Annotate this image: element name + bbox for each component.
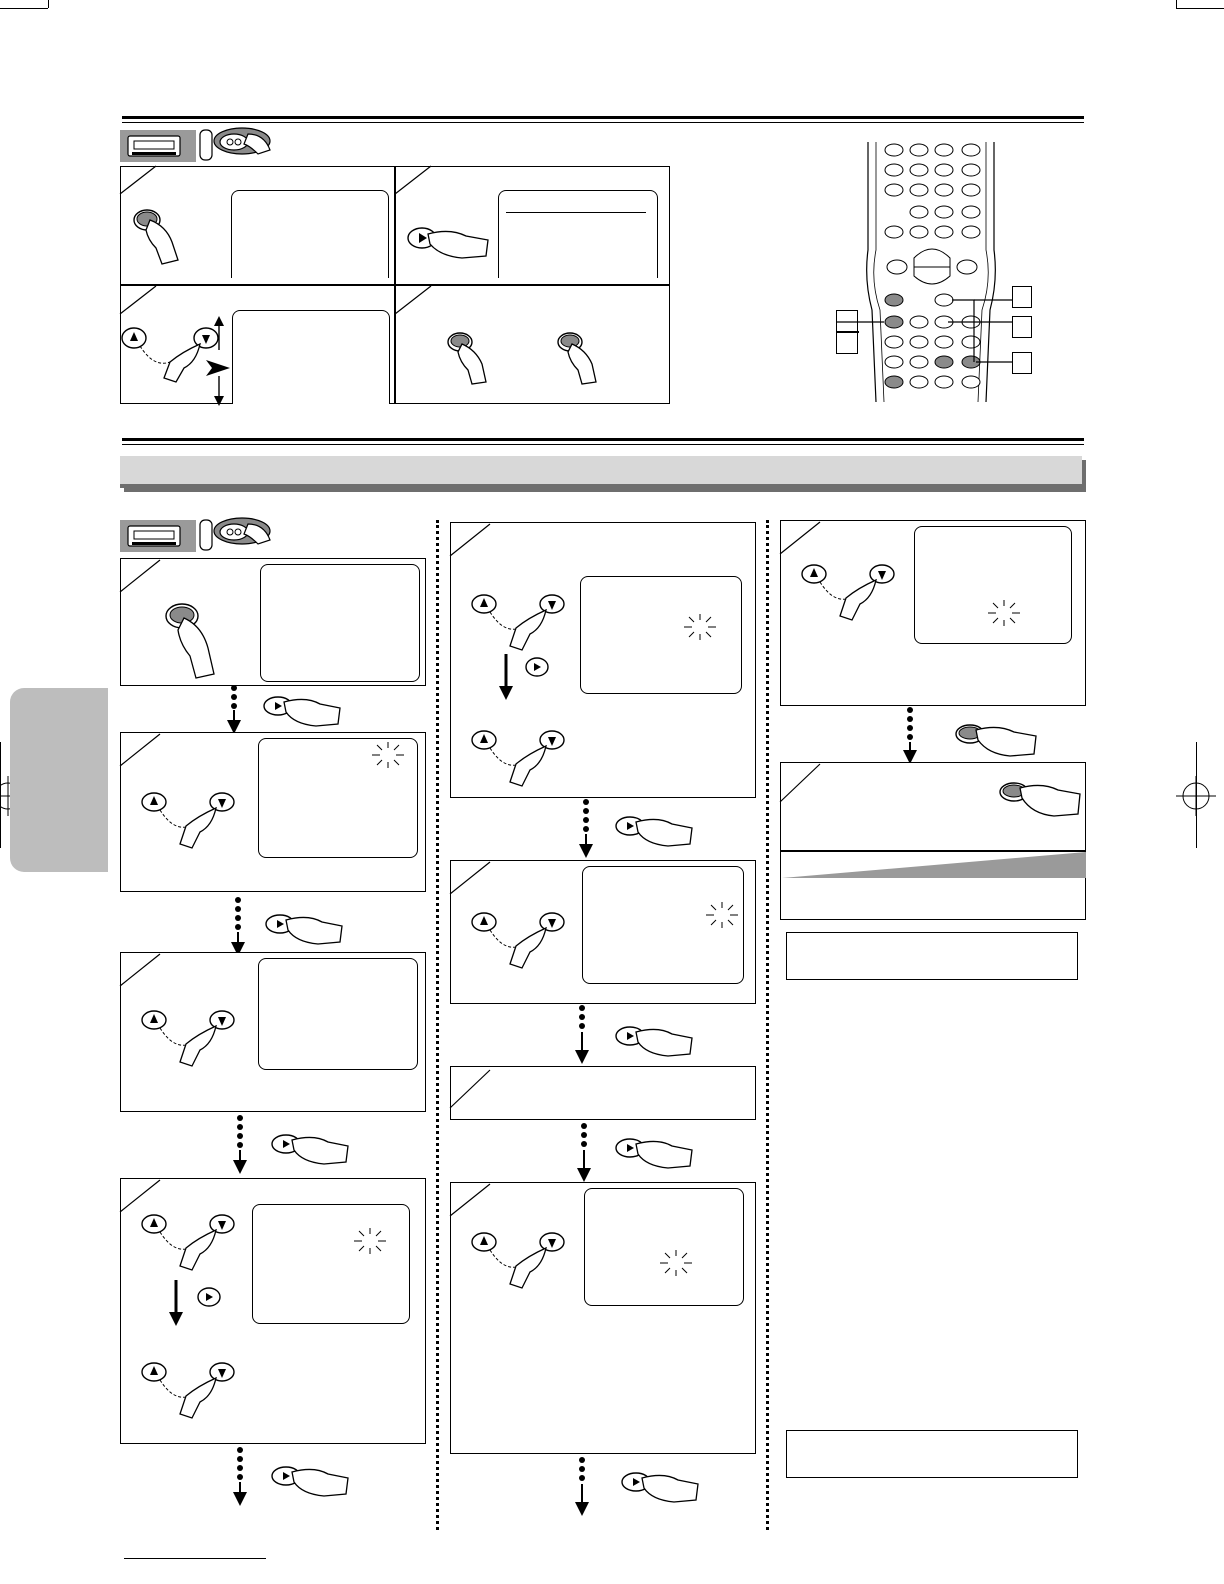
step-callout-box [1012,352,1032,374]
tv-screen [258,958,418,1070]
screen-divider [506,212,646,213]
step-corner-mark [395,286,435,326]
up-down-arrow-buttons-icon [140,1008,240,1070]
section-heading-band [120,456,1082,488]
step-corner-mark [450,1182,490,1222]
up-down-arrow-buttons-icon [800,562,900,624]
down-arrow [498,654,514,700]
down-arrow [168,1280,184,1326]
finger-pressing-button-icon [998,780,1084,818]
step-corner-mark [120,732,160,772]
step-corner-mark [120,558,160,598]
finger-pressing-button-icon [556,330,606,386]
crop-mark [0,8,48,9]
step-callout-box [1012,316,1032,338]
finger-pressing-button-icon [446,330,496,386]
step-corner-mark [450,1068,490,1114]
flow-arrow-dots [226,896,250,958]
up-down-arrow-buttons-icon [470,728,570,790]
step-corner-mark [450,860,490,900]
step-corner-mark [120,286,160,326]
vcr-mode-button-icon [198,124,278,164]
flow-arrow-dots [574,798,598,860]
note-box [786,1430,1078,1478]
crop-mark [1176,0,1177,8]
step-callout-box [1012,286,1032,308]
cycle-arrows [204,314,234,406]
finger-pressing-button-icon [262,694,342,728]
blinking-indicator-icon [352,1226,388,1256]
crop-mark [1176,8,1224,9]
finger-pressing-button-icon [162,600,222,678]
right-arrow-button-icon [196,1286,222,1308]
step-corner-mark [780,762,820,808]
step-panel-7 [450,1066,756,1120]
up-down-arrow-buttons-icon [140,1212,240,1274]
footer-underline [124,1558,266,1559]
finger-pressing-button-icon [264,912,344,946]
finger-pressing-button-icon [406,222,492,262]
blinking-indicator-icon [704,900,740,930]
section-rule [122,444,1084,445]
up-down-arrow-buttons-icon [470,910,570,972]
flow-arrow-dots [222,684,246,734]
finger-pressing-button-icon [132,206,202,266]
step-callout-box [836,310,858,354]
tv-screen [232,310,390,404]
finger-pressing-button-icon [614,814,694,848]
registration-crosshair-icon [1172,776,1224,816]
tv-screen [498,190,658,278]
finger-pressing-button-icon [270,1132,350,1166]
tv-screen [260,564,420,682]
flow-arrow-dots [570,1456,594,1518]
up-down-arrow-buttons-icon [140,1360,240,1422]
blinking-indicator-icon [986,598,1022,628]
flow-arrow-dots [228,1114,252,1176]
up-down-arrow-buttons-icon [470,592,570,654]
flow-arrow-dots [572,1122,596,1184]
right-arrow-button-icon [524,656,550,678]
blinking-indicator-icon [658,1248,694,1278]
section-rule [122,122,1084,123]
crop-mark [0,742,1,848]
tv-screen [231,190,389,278]
step-corner-mark [450,522,490,562]
column-separator [436,520,439,1530]
crop-mark [1196,742,1197,848]
finger-pressing-button-icon [270,1464,350,1498]
step-corner-mark [120,166,160,206]
finger-pressing-button-icon [620,1470,700,1504]
gradient-wedge [782,852,1086,880]
column-separator [766,520,769,1530]
blinking-indicator-icon [682,612,718,642]
step-corner-mark [120,952,160,992]
chapter-side-tab [10,688,108,872]
flow-arrow-dots [570,1004,594,1066]
crop-mark [48,0,49,8]
up-down-arrow-buttons-icon [140,790,240,852]
step-corner-mark [395,166,435,206]
up-down-arrow-buttons-icon [470,1230,570,1292]
vcr-mode-button-icon [198,514,278,554]
remote-control-icon [864,140,998,402]
flow-arrow-dots [898,706,922,768]
finger-pressing-button-icon [954,722,1040,758]
finger-pressing-button-icon [614,1024,694,1058]
tv-screen [584,1188,744,1306]
vhs-cassette-icon [120,130,196,162]
tv-screen [252,1204,410,1324]
step-corner-mark [780,520,820,560]
blinking-indicator-icon [370,740,406,770]
section-rule [122,438,1084,441]
flow-arrow-dots [228,1446,252,1508]
finger-pressing-button-icon [614,1136,694,1170]
note-box [786,932,1078,980]
vhs-cassette-icon [120,520,196,552]
section-rule [122,116,1084,119]
